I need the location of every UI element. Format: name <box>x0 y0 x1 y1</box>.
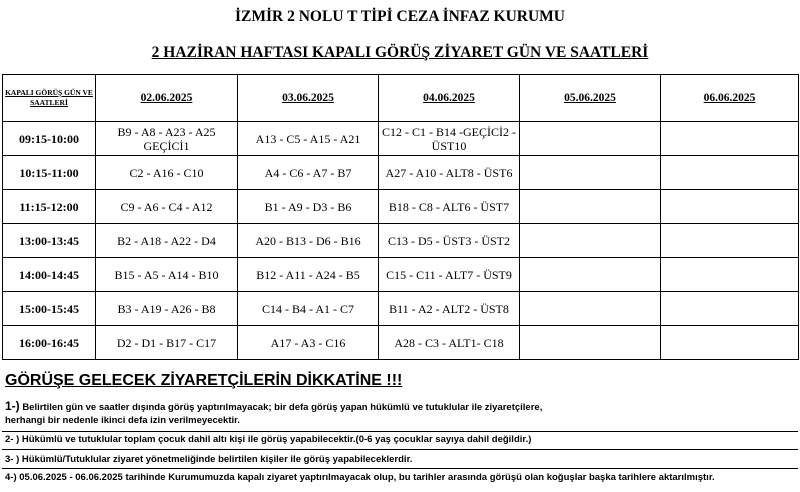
ward-cell: B3 - A19 - A26 - B8 <box>96 292 238 326</box>
date-header: 05.06.2025 <box>520 75 661 122</box>
ward-cell: A4 - C6 - A7 - B7 <box>238 156 379 190</box>
ward-cell: C13 - D5 - ÜST3 - ÜST2 <box>379 224 520 258</box>
date-header: 06.06.2025 <box>661 75 799 122</box>
ward-cell: C9 - A6 - C4 - A12 <box>96 190 238 224</box>
ward-cell: B18 - C8 - ALT6 - ÜST7 <box>379 190 520 224</box>
ward-cell: C15 - C11 - ALT7 - ÜST9 <box>379 258 520 292</box>
notice-item-text: 05.06.2025 - 06.06.2025 tarihinde Kurumumuzda kapalı ziyaret yaptırılmayacak olup, bu tarihler arasında görüşü olan koğuşlar başka tarihlere aktarılmıştır. <box>19 472 715 483</box>
notice-item-text-continued: herhangi bir nedenle ikinci defa izin verilmeyecektir. <box>5 415 240 426</box>
notice-item-number: 1-) <box>5 399 20 413</box>
ward-cell <box>520 156 661 190</box>
ward-cell: B2 - A18 - A22 - D4 <box>96 224 238 258</box>
notice-item <box>2 471 798 487</box>
ward-cell: B15 - A5 - A14 - B10 <box>96 258 238 292</box>
table-header-row <box>3 75 799 122</box>
table-row <box>3 122 799 156</box>
notice-item-text: Hükümlü ve tutuklular toplam çocuk dahil altı kişi ile görüş yapabilecektir.(0-6 yaş çocuklar sayıya dahil değildir.) <box>21 434 532 445</box>
table-row <box>3 156 799 190</box>
ward-cell: C14 - B4 - A1 - C7 <box>238 292 379 326</box>
time-cell: 11:15-12:00 <box>3 190 96 224</box>
document-subtitle: 2 HAZİRAN HAFTASI KAPALI GÖRÜŞ ZİYARET GÜN VE SAATLERİ <box>151 44 649 61</box>
ward-cell <box>661 326 799 360</box>
ward-cell <box>520 258 661 292</box>
ward-cell: D2 - D1 - B17 - C17 <box>96 326 238 360</box>
ward-cell: A28 - C3 - ALT1- C18 <box>379 326 520 360</box>
notice-item <box>2 433 798 450</box>
ward-cell <box>661 224 799 258</box>
notice-heading: GÖRÜŞE GELECEK ZİYARETÇİLERİN DİKKATİNE !!! <box>5 372 403 389</box>
notice-item <box>2 453 798 469</box>
ward-cell: B12 - A11 - A24 - B5 <box>238 258 379 292</box>
ward-cell: A17 - A3 - C16 <box>238 326 379 360</box>
date-header: 04.06.2025 <box>379 75 520 122</box>
ward-cell: C12 - C1 - B14 -GEÇİCİ2 - ÜST10 <box>379 122 520 156</box>
time-cell: 13:00-13:45 <box>3 224 96 258</box>
ward-cell <box>661 190 799 224</box>
time-cell: 16:00-16:45 <box>3 326 96 360</box>
ward-cell <box>520 292 661 326</box>
time-cell: 09:15-10:00 <box>3 122 96 156</box>
table-row <box>3 258 799 292</box>
notice-item-number: 3- ) <box>5 454 20 465</box>
ward-cell: B9 - A8 - A23 - A25 GEÇİCİ1 <box>96 122 238 156</box>
date-header: 02.06.2025 <box>96 75 238 122</box>
time-cell: 10:15-11:00 <box>3 156 96 190</box>
table-row <box>3 224 799 258</box>
ward-cell: B11 - A2 - ALT2 - ÜST8 <box>379 292 520 326</box>
time-cell: 15:00-15:45 <box>3 292 96 326</box>
ward-cell <box>661 292 799 326</box>
ward-cell: A27 - A10 - ALT8 - ÜST6 <box>379 156 520 190</box>
ward-cell: B1 - A9 - D3 - B6 <box>238 190 379 224</box>
notice-item-number: 2- ) <box>5 434 20 445</box>
corner-header: KAPALI GÖRÜŞ GÜN VE SAATLERİ <box>3 75 96 122</box>
notice-item-number: 4-) <box>5 472 17 483</box>
document-title: İZMİR 2 NOLU T TİPİ CEZA İNFAZ KURUMU <box>235 8 565 25</box>
table-row <box>3 326 799 360</box>
ward-cell <box>661 258 799 292</box>
table-row <box>3 292 799 326</box>
notice-item-text: Belirtilen gün ve saatler dışında görüş yaptırılmayacak; bir defa görüş yapan hükümlü ve tutuklular ile ziyaretçilere, <box>22 402 543 413</box>
ward-cell <box>520 190 661 224</box>
table-row <box>3 190 799 224</box>
ward-cell <box>520 122 661 156</box>
ward-cell: A20 - B13 - D6 - B16 <box>238 224 379 258</box>
notice-item <box>2 400 798 432</box>
ward-cell <box>520 326 661 360</box>
ward-cell <box>520 224 661 258</box>
ward-cell: A13 - C5 - A15 - A21 <box>238 122 379 156</box>
ward-cell <box>661 122 799 156</box>
notice-item-text: Hükümlü/Tutuklular ziyaret yönetmeliğinde belirtilen kişiler ile görüş yapabileceklerdir. <box>21 454 413 465</box>
ward-cell <box>661 156 799 190</box>
date-header: 03.06.2025 <box>238 75 379 122</box>
ward-cell: C2 - A16 - C10 <box>96 156 238 190</box>
visit-schedule-table <box>2 74 799 360</box>
time-cell: 14:00-14:45 <box>3 258 96 292</box>
